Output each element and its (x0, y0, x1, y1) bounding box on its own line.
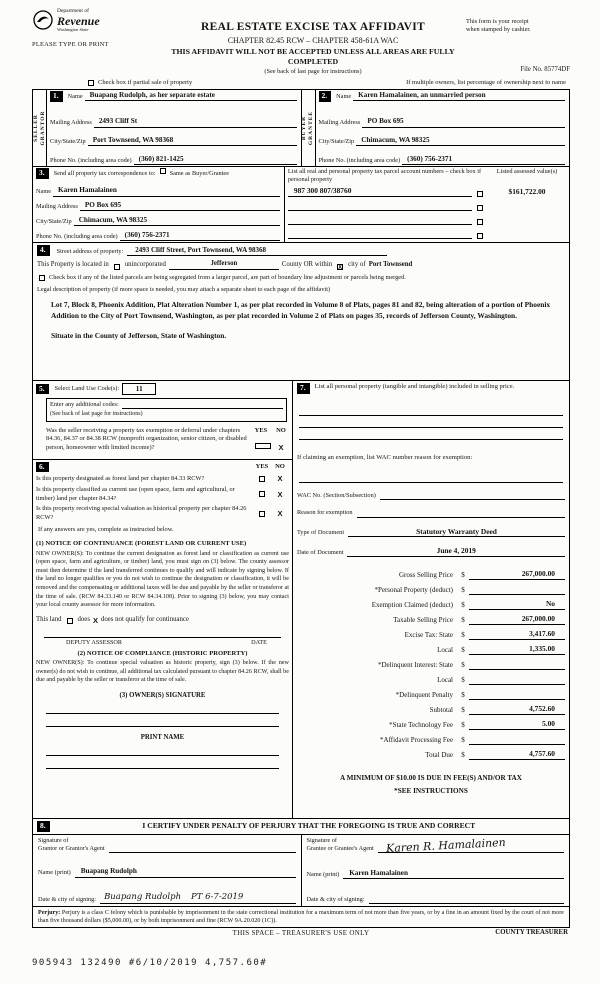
parcel-number-blank[interactable] (288, 224, 472, 225)
s3-name-value: Karen Hamalainen (53, 186, 280, 196)
seller-mailing-label: Mailing Address (50, 119, 92, 127)
receipt-line-1: This form is your receipt (466, 18, 529, 25)
gross-selling-price-value: 267,000.00 (469, 569, 565, 580)
excise-tax-local-value: 1,335.00 (469, 644, 565, 655)
grantee-signature-script: Karen R. Hamalainen (385, 836, 506, 856)
forest-no-mark[interactable]: X (277, 474, 283, 484)
s3-city-label: City/State/Zip (36, 218, 72, 226)
notice-continuance-title: (1) NOTICE OF CONTINUANCE (FOREST LAND OR CURRENT USE) (36, 540, 247, 548)
situate-text: Situate in the County of Jefferson, State of Washington. (51, 331, 227, 341)
cashier-stamp: 905943 132490 #6/10/2019 4,757.60# (32, 958, 268, 969)
logo-dept-label: Department of (57, 8, 89, 14)
certify-statement: I CERTIFY UNDER PENALTY OF PERJURY THAT THE FOREGOING IS TRUE AND CORRECT (142, 821, 476, 831)
grantee-signature-line[interactable] (378, 836, 564, 856)
buyer-city-value: Chimacum, WA 98325 (356, 136, 565, 146)
see-back-note: (See back of last page for instructions) (264, 67, 362, 75)
money-label: *State Technology Fee (389, 720, 453, 729)
buyer-section (302, 90, 570, 166)
seller-section (33, 90, 302, 166)
historic-question (36, 505, 289, 522)
notice-compliance-text: NEW OWNER(S): To continue special valuation as historic property, sign (3) below. If the new owner(s) do not wish to continue, all additional tax calculated pursuant to chapter 84.26 RCW, shall be due and payable by the seller or transferor at the time of sale. (36, 660, 289, 684)
money-row (297, 625, 565, 640)
grantee-word: GRANTEE (308, 110, 314, 146)
section-3-correspondence (32, 167, 570, 243)
grantee-sig-label-1: Signature of (306, 837, 337, 845)
buyer-word: BUYER (301, 115, 308, 141)
county-value: Jefferson (169, 260, 279, 270)
partial-sale-label: Check box if partial sale of property (98, 78, 193, 86)
section-5-landuse (36, 383, 289, 395)
city-checkbox[interactable]: X (338, 264, 343, 271)
form-title: REAL ESTATE EXCISE TAX AFFIDAVIT (201, 21, 425, 33)
dollar-sign: $ (461, 690, 465, 699)
grantor-signature-script: Buapang Rudolph (104, 891, 182, 902)
same-as-buyer-label: Same as Buyer/Grantee (169, 170, 230, 177)
additional-codes-label: Enter any additional codes: (50, 400, 119, 408)
s6-yes-header: YES (255, 462, 269, 470)
city-value: Port Townsend (368, 260, 413, 268)
chapter-subtitle: CHAPTER 82.45 RCW – CHAPTER 458-61A WAC (227, 35, 399, 45)
deferral-yes-checkbox[interactable] (255, 443, 271, 449)
multiple-owners-note: If multiple owners, list percentage of ownership next to name (406, 78, 566, 86)
print-name-line[interactable] (46, 756, 279, 769)
continuance-qualify-row (36, 616, 289, 626)
money-label: Total Due (425, 750, 453, 759)
deputy-assessor-label: DEPUTY ASSESSOR (66, 638, 122, 646)
parties-row (32, 89, 570, 167)
grantor-name-value: Buapang Rudolph (75, 867, 296, 877)
street-address-value: 2493 Cliff Street, Port Townsend, WA 98368 (127, 246, 387, 256)
seller-mailing-value: 2493 Cliff St (94, 117, 297, 127)
yes-header: YES (254, 426, 268, 434)
money-row (297, 700, 565, 715)
grantee-date-line[interactable] (369, 903, 564, 904)
dollar-sign: $ (461, 675, 465, 684)
document-date-value: June 4, 2019 (347, 546, 565, 557)
street-address-label: Street address of property: (56, 247, 124, 255)
exemption-line[interactable] (299, 471, 563, 483)
send-correspondence-label: Send all property tax correspondence to: (53, 170, 156, 177)
no-header: NO (276, 426, 286, 434)
personal-property-checkbox[interactable] (477, 205, 483, 211)
left-column (33, 381, 293, 818)
grantor-signature-line[interactable] (109, 837, 296, 853)
current-use-yes-checkbox[interactable] (259, 491, 265, 497)
perjury-bold: Perjury: (38, 910, 61, 916)
county-or-label: County OR within (281, 260, 333, 268)
wac-number-field[interactable] (380, 492, 565, 500)
seller-phone-label: Phone No. (including area code) (50, 156, 132, 164)
total-due-value: 4,757.60 (469, 749, 565, 760)
personal-property-checkbox[interactable] (477, 233, 483, 239)
section-7-badge: 7. (297, 383, 310, 394)
grantor-sig-label-1: Signature of (38, 837, 69, 845)
county-treasurer-label: COUNTY TREASURER (495, 929, 568, 937)
section-7-tax (293, 381, 569, 818)
owner-signature-line[interactable] (46, 714, 279, 727)
seller-phone-value: (360) 821-1425 (134, 155, 297, 165)
money-row (297, 730, 565, 745)
deferral-question-text: Was the seller receiving a property tax exemption or deferral under chapters 84.36, 84.37 or 84.38 RCW (nonprofit organization, senior citizen, or disabled person, homeowner with limited income)? (46, 426, 247, 451)
section-8-certification (32, 819, 570, 907)
seller-name-label: Name (67, 93, 83, 100)
please-type-label: PLEASE TYPE OR PRINT (32, 40, 109, 48)
historic-question-text: Is this property receiving special valuation as historical property per chapter 84.26 RCW? (36, 505, 247, 522)
buyer-mailing-value: PO Box 695 (362, 117, 565, 127)
notice-compliance-title: (2) NOTICE OF COMPLIANCE (HISTORIC PROPERTY) (77, 649, 248, 657)
deferral-no-mark[interactable]: X (278, 442, 284, 452)
money-label: Local (437, 675, 453, 684)
this-land-label: This land (36, 616, 62, 624)
section-4-property (32, 243, 570, 381)
s3-name-label: Name (36, 188, 52, 196)
does-not-label: does not qualify for continuance (100, 616, 189, 624)
money-row (297, 715, 565, 730)
dollar-sign: $ (461, 585, 465, 594)
s6-no-header: NO (275, 462, 285, 470)
dor-logo (32, 8, 160, 33)
parcel-row (288, 213, 566, 227)
main-columns (32, 381, 570, 819)
segregated-label: Check box if any of the listed parcels are being segregated from a larger parcel, are part of boundary line adjustment or parcels being merged. (49, 273, 406, 281)
reason-exemption-label: Reason for exemption (296, 509, 353, 517)
grantor-word: GRANTOR (39, 110, 46, 146)
parcel-row (288, 227, 566, 241)
s3-city-value: Chimacum, WA 98325 (74, 216, 280, 226)
money-row (297, 655, 565, 670)
document-type-label: Type of Document (296, 529, 345, 537)
money-label: *Delinquent Penalty (395, 690, 453, 699)
section-6-header (33, 459, 292, 473)
forest-land-question (36, 474, 289, 484)
forest-yes-checkbox[interactable] (259, 476, 265, 482)
section-5-badge: 5. (36, 384, 49, 395)
money-label: Subtotal (429, 705, 453, 714)
grantor-signature-block (33, 835, 302, 906)
grantor-date-value: PT 6-7-2019 (191, 891, 244, 902)
assessed-value: $161,722.00 (508, 186, 546, 196)
dollar-sign: $ (461, 630, 465, 639)
money-label: Taxable Selling Price (393, 615, 453, 624)
money-label: Excise Tax: State (404, 630, 453, 639)
money-row (297, 640, 565, 655)
dollar-sign: $ (461, 735, 465, 744)
parcel-row (288, 184, 566, 198)
delinquent-interest-local-value[interactable] (469, 684, 565, 685)
minimum-fee-note: A MINIMUM OF $10.00 IS DUE IN FEE(S) AND/OR TAX (339, 773, 522, 782)
money-row (297, 670, 565, 685)
print-name-line[interactable] (46, 743, 279, 756)
section-4-badge: 4. (37, 245, 50, 256)
treasurer-row (32, 929, 570, 942)
grantor-name-print-label: Name (print) (38, 869, 71, 877)
revenue-swirl-icon (32, 9, 54, 31)
document-type-value: Statutory Warranty Deed (348, 527, 565, 538)
current-use-question-text: Is this property classified as current use (open space, farm and agricultural, or timber) land per chapter 84.34? (36, 486, 235, 502)
personal-property-checkbox[interactable] (477, 219, 483, 225)
notice-continuance-text: NEW OWNER(S): To continue the current designation as forest land or classification as current use (open space, farm and agriculture, or timber) land, you must sign on (3) below. The county assessor must then determine if the land transferred continues to qualify and will indicate by signing below. If the land no longer qualifies or you do not wish to continue the designation or classification, it will be removed and the compensating or additional taxes will be due and payable by the seller or transferor at the time of sale. (RCW 84.33.140 or RCW 84.34.108). Prior to signing (3) below, you may contact your local county assessor for more information. (36, 550, 289, 609)
dollar-sign: $ (461, 660, 465, 669)
if-yes-note: If any answers are yes, complete as instructed below. (38, 525, 174, 533)
city-of-label: city of (348, 260, 366, 268)
s3-mailing-label: Mailing Address (36, 203, 78, 211)
grantee-name-print-label: Name (print) (306, 871, 340, 879)
buyer-name-label: Name (336, 93, 352, 100)
grantor-date-label: Date & city of signing: (38, 895, 97, 903)
buyer-city-label: City/State/Zip (318, 138, 355, 146)
grantor-date-line (100, 892, 295, 904)
additional-codes-field[interactable] (122, 401, 283, 409)
s3-mailing-value: PO Box 695 (80, 201, 280, 211)
dollar-sign: $ (461, 720, 465, 729)
money-label: *Personal Property (deduct) (374, 585, 453, 594)
seller-side-label (33, 90, 47, 166)
state-technology-fee-value: 5.00 (469, 719, 565, 730)
money-row (297, 595, 565, 610)
money-row (297, 745, 565, 760)
title-block (160, 8, 466, 76)
dollar-sign: $ (461, 600, 465, 609)
grantor-sig-label-2: Grantor or Grantor's Agent (38, 845, 105, 852)
seller-city-value: Port Townsend, WA 98368 (88, 136, 297, 146)
delinquent-penalty-value[interactable] (469, 699, 565, 700)
same-as-buyer-checkbox[interactable] (160, 168, 166, 174)
money-label: Exemption Claimed (deduct) (371, 600, 453, 609)
affidavit-processing-fee-value[interactable] (469, 744, 565, 745)
personal-property-checkbox[interactable] (477, 191, 483, 197)
section-2-badge: 2. (319, 91, 332, 102)
dollar-sign: $ (461, 570, 465, 579)
warning-line: THIS AFFIDAVIT WILL NOT BE ACCEPTED UNLESS ALL AREAS ARE FULLY COMPLETED (171, 47, 455, 67)
treasurer-space-label: THIS SPACE – TREASURER'S USE ONLY (232, 929, 370, 938)
see-back-instructions: (See back of last page for instructions) (50, 410, 143, 417)
wac-number-label: WAC No. (Section/Subsection) (296, 492, 376, 500)
exemption-claim-label: If claiming an exemption, list WAC number reason for exemption: (296, 453, 473, 461)
money-label: *Delinquent Interest: State (377, 660, 453, 669)
unincorporated-label: unincorporated (124, 260, 166, 268)
seller-name-value: Buapang Rudolph, as her separate estate (85, 91, 297, 101)
logo-state-label: Washington State (57, 27, 89, 33)
perjury-notice (32, 907, 570, 928)
buyer-phone-label: Phone No. (including area code) (318, 156, 401, 164)
personal-property-line[interactable] (299, 404, 563, 416)
does-not-mark[interactable]: X (92, 615, 98, 625)
land-use-label: Select Land Use Code(s): (54, 384, 120, 392)
buyer-mailing-label: Mailing Address (318, 119, 361, 127)
dollar-sign: $ (461, 705, 465, 714)
seller-word: SELLER (32, 114, 39, 142)
parcel-row (288, 199, 566, 213)
file-number: File No. 85774DF (520, 66, 570, 73)
deputy-date-label: DATE (251, 638, 267, 646)
perjury-text: Perjury is a class C felony which is punishable by imprisonment in the state correctional institution for a maximum term of not more than five years, or by a fine in an amount fixed by the court of not more than five thousand dollars ($5,000.00), or by both imprisonment and fine (RCW 9A.20.020 (1C)). (38, 910, 564, 925)
money-row (297, 610, 565, 625)
dollar-sign: $ (461, 645, 465, 654)
dollar-sign: $ (461, 615, 465, 624)
personal-property-line[interactable] (299, 416, 563, 428)
see-instructions-note: *SEE INSTRUCTIONS (394, 787, 468, 796)
legal-description-text: Lot 7, Block 8, Phoenix Addition, Plat Alteration Number 1, as per plat recorded in Volume 8 of Plats, pages 81 and 82, being alteration of a portion of Phoenix Addition to the City of Port Townsend, Washington, as per plat recorded in Volume 2 of Plats on pages 35, records of Jefferson County, Washington. (51, 299, 551, 320)
located-in-label: This Property is located in (37, 260, 109, 268)
deferral-question (46, 427, 289, 453)
logo-block (32, 8, 160, 49)
money-row (297, 685, 565, 700)
partial-sale-checkbox[interactable] (88, 80, 94, 86)
legal-description-label: Legal description of property (if more space is needed, you may attach a separate sheet to each page of the affidavit) (37, 285, 331, 293)
parcel-number-blank[interactable] (288, 238, 472, 239)
grantee-name-value: Karen Hamalainen (343, 869, 564, 879)
segregated-checkbox[interactable] (39, 275, 45, 281)
current-use-question (36, 486, 289, 503)
subtotal-value: 4,752.60 (469, 704, 565, 715)
section-3-badge: 3. (36, 168, 49, 179)
section-8-badge: 8. (37, 821, 50, 832)
historic-no-mark[interactable]: X (277, 509, 283, 519)
exemption-claimed-value: No (469, 599, 565, 610)
money-label: Gross Selling Price (398, 570, 453, 579)
current-use-no-mark[interactable]: X (277, 489, 283, 499)
taxable-selling-price-value: 267,000.00 (469, 614, 565, 625)
document-date-label: Date of Document (296, 548, 344, 556)
reason-exemption-field[interactable] (357, 510, 565, 518)
tax-computation (297, 565, 565, 760)
historic-yes-checkbox[interactable] (259, 511, 265, 517)
seller-city-label: City/State/Zip (50, 138, 86, 146)
does-checkbox[interactable] (67, 618, 73, 624)
unincorporated-checkbox[interactable] (114, 264, 120, 270)
s3-phone-label: Phone No. (including area code) (36, 232, 118, 240)
land-use-code-value: 11 (122, 383, 156, 395)
grantee-sig-label-2: Grantee or Grantee's Agent (306, 845, 374, 852)
parcel-numbers-header: List all real and personal property tax parcel account numbers – check box if personal property (287, 168, 482, 184)
s3-phone-value: (360) 756-2371 (120, 231, 280, 241)
print-name-label: PRINT NAME (140, 733, 185, 741)
additional-codes-box (46, 398, 287, 422)
logo-revenue-label: Revenue (57, 14, 100, 29)
buyer-name-value: Karen Hamalainen, an unmarried person (353, 91, 565, 101)
receipt-line-2: when stamped by cashier. (466, 26, 531, 34)
receipt-note (466, 8, 570, 34)
assessed-values-header: Listed assessed value(s) (496, 168, 558, 175)
personal-property-line[interactable] (299, 428, 563, 440)
parcel-number-blank[interactable] (288, 210, 472, 211)
dollar-sign: $ (461, 750, 465, 759)
top-notes-row (32, 77, 570, 89)
forest-land-question-text: Is this property designated as forest land per chapter 84.33 RCW? (36, 474, 205, 482)
owners-signature-label: (3) OWNER(S) SIGNATURE (119, 692, 206, 700)
personal-property-deduct-value[interactable] (469, 594, 565, 595)
logo-text (57, 8, 100, 33)
section-6-badge: 6. (36, 462, 49, 473)
money-label: *Affidavit Processing Fee (380, 735, 453, 744)
buyer-side-label (302, 90, 316, 166)
money-row (297, 565, 565, 580)
buyer-phone-value: (360) 756-2371 (402, 155, 565, 165)
parcel-number-value: 987 300 807/38760 (288, 186, 472, 197)
personal-property-list-label: List all personal property (tangible and intangible) included in selling price. (314, 383, 515, 390)
grantee-date-label: Date & city of signing: (306, 895, 365, 903)
deputy-assessor-signature-line[interactable] (44, 626, 281, 638)
money-row (297, 580, 565, 595)
delinquent-interest-state-value[interactable] (469, 669, 565, 670)
grantee-signature-block (302, 835, 570, 906)
money-label: Local (437, 645, 453, 654)
owner-signature-line[interactable] (46, 701, 279, 714)
excise-tax-state-value: 3,417.60 (469, 629, 565, 640)
section-1-badge: 1. (50, 91, 63, 102)
does-label: does (77, 616, 90, 624)
